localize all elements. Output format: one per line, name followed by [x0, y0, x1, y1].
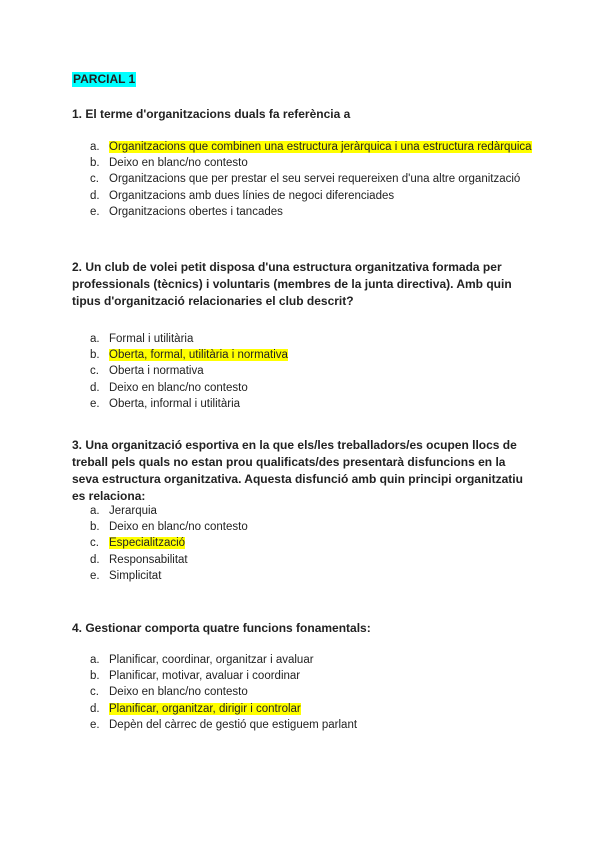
- option-text: Deixo en blanc/no contesto: [109, 686, 248, 699]
- option-2d: [72, 380, 532, 396]
- question-2-options: [72, 331, 532, 412]
- question-4-text: 4. Gestionar comporta quatre funcions fonamentals:: [72, 621, 371, 635]
- question-2-text: 2. Un club de volei petit disposa d'una estructura organitzativa formada per professionals (tècnics) i voluntaris (membres de la junta directiva). Amb quin tipus d'organització relacionaries el club descrit?: [72, 260, 512, 308]
- option-text: Organitzacions amb dues línies de negoci diferenciades: [109, 189, 395, 202]
- option-4a: [72, 652, 532, 668]
- option-text: Especialització: [109, 537, 186, 550]
- option-text: Deixo en blanc/no contesto: [109, 157, 248, 170]
- option-letter: d.: [90, 702, 100, 715]
- option-letter: a.: [90, 333, 100, 345]
- option-letter: b.: [90, 349, 100, 362]
- option-text: Simplicitat: [109, 569, 162, 582]
- option-2a: [72, 331, 532, 347]
- option-letter: e.: [90, 397, 100, 410]
- option-4b: [72, 668, 532, 684]
- option-letter: a.: [90, 654, 100, 666]
- option-2e: [72, 396, 532, 412]
- option-3a: [72, 503, 532, 519]
- option-letter: b.: [90, 521, 100, 534]
- option-text: Planificar, organitzar, dirigir i controlar: [109, 702, 301, 715]
- option-text: Planificar, coordinar, organitzar i avaluar: [109, 654, 314, 666]
- option-2c: [72, 363, 532, 379]
- option-3d: [72, 552, 532, 568]
- option-1c: [72, 171, 532, 187]
- option-letter: e.: [90, 718, 100, 731]
- option-letter: c.: [90, 365, 99, 378]
- option-text: Deixo en blanc/no contesto: [109, 381, 248, 394]
- option-1d: [72, 188, 532, 204]
- option-letter: a.: [90, 505, 100, 517]
- option-letter: a.: [90, 141, 100, 153]
- option-letter: e.: [90, 569, 100, 582]
- page-title: PARCIAL 1: [73, 72, 136, 86]
- option-text: Organitzacions que per prestar el seu servei requereixen d'una altre organització: [109, 173, 521, 186]
- option-text: Oberta, informal i utilitària: [109, 397, 241, 410]
- option-4c: [72, 684, 532, 700]
- option-text: Depèn del càrrec de gestió que estiguem parlant: [109, 718, 358, 731]
- option-2b: [72, 347, 532, 363]
- option-letter: d.: [90, 553, 100, 566]
- option-1a: [72, 139, 532, 155]
- option-letter: b.: [90, 670, 100, 683]
- option-text: Oberta, formal, utilitària i normativa: [109, 349, 288, 362]
- option-4e: [72, 717, 532, 733]
- option-1b: [72, 155, 532, 171]
- option-letter: c.: [90, 537, 99, 550]
- option-3e: [72, 568, 532, 584]
- option-1e: [72, 204, 532, 220]
- option-text: Jerarquia: [109, 505, 157, 517]
- option-letter: d.: [90, 189, 100, 202]
- option-letter: e.: [90, 205, 100, 218]
- option-text: Organitzacions que combinen una estructura jeràrquica i una estructura redàrquica: [109, 141, 532, 153]
- question-3-text: 3. Una organització esportiva en la que els/les treballadors/es ocupen llocs de treball pels quals no estan prou qualificats/des presentarà disfuncions en la seva estructura organitzativa. Aquesta disfunció amb quin principi organitzatiu es relaciona:: [72, 438, 523, 503]
- question-4-options: [72, 652, 532, 733]
- option-letter: d.: [90, 381, 100, 394]
- option-text: Planificar, motivar, avaluar i coordinar: [109, 670, 301, 683]
- option-letter: b.: [90, 157, 100, 170]
- option-3b: [72, 519, 532, 535]
- option-text: Formal i utilitària: [109, 333, 194, 345]
- question-1-text: 1. El terme d'organitzacions duals fa referència a: [72, 107, 351, 121]
- option-text: Oberta i normativa: [109, 365, 204, 378]
- option-text: Organitzacions obertes i tancades: [109, 205, 283, 218]
- option-4d: [72, 701, 532, 717]
- question-1-options: [72, 139, 532, 220]
- option-3c: [72, 535, 532, 551]
- option-letter: c.: [90, 173, 99, 186]
- question-3-options: [72, 503, 532, 584]
- option-letter: c.: [90, 686, 99, 699]
- option-text: Responsabilitat: [109, 553, 188, 566]
- option-text: Deixo en blanc/no contesto: [109, 521, 248, 534]
